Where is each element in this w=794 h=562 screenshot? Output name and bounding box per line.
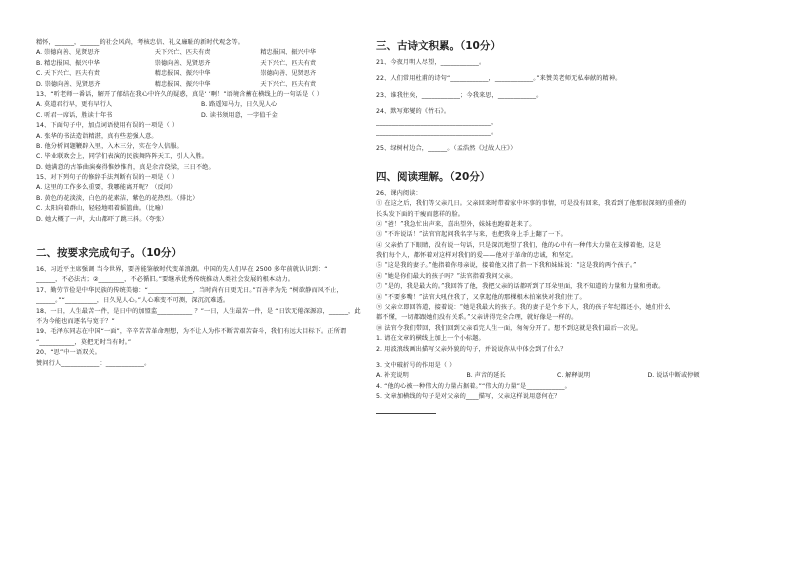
question-18-line-2: 不为今能也而逐名与宽于？” [36,317,115,325]
question-18-line-1: 18、一日，人生最苦一件，是日中的加盟监___________ ？”一日，人生最苦一件，是 “日饮无倦深源凉，______，此 [36,307,361,315]
section-2-title: 二、按要求完成句子。（10分） [36,247,182,260]
q13-option-row [36,100,366,110]
question-15: 15、对下列句子的修辞手法判断有误的一项是（ ） [36,174,179,182]
q12-option-a-2: 天下兴亡、匹夫有责 [154,49,211,57]
passage-line: ② “爸！”我急忙出声来，喜出望外，妹妹也跑着赶来了。 [376,220,536,228]
question-22: 22、人们常用杜甫的诗句“____________，____________。”来赞美老师无私奉献的精神。 [376,75,622,83]
question-24: 24、默写郑燮的《竹石》。 [376,108,451,116]
passage-line: ⑦ “是的，我是最大的。”我回答了他，我把父亲的话都听到了耳朵里面，我不知道的力量和力量和勇敢。 [376,283,665,291]
q12-option-row [36,48,366,58]
q13-option-row [36,111,366,121]
question-17-line-1: 17、勤劳节俭是中华民族的传统美德：“______________，当时尚有日更无日。”百善孝为先 “树欲静而风不止， [36,286,343,294]
q14-option-a: A. 张华的书法造诣精湛，真有些差强人意。 [36,132,158,140]
q24-answer-line-1: ____________________________________， [376,118,498,126]
q12-option-b-2: 崇德向善、见贤思齐 [154,59,211,67]
q12-option-c-2: 精忠报国、振兴中华 [154,70,211,78]
sub-question-1: 1. 请在文章的横线上加上一个小标题。 [376,335,485,343]
question-17-line-2: ______。”“__________，日久见人心。”人心难变不可测，深沉沉难透。 [36,297,230,305]
q12-option-b-1: B. 精忠报国、振兴中华 [36,59,100,67]
q3-option-b: B. 声音的延长 [466,372,506,380]
passage-line: 都不懂，一切都跟她们没有关系。”父亲讲得完全合理，就好像是一样的。 [376,314,578,322]
q12-option-c-3: 崇德向善、见贤思齐 [260,70,317,78]
question-25: 25、绿树村边合，______。（孟浩然《过故人庄》） [376,145,517,153]
q3-option-c: C. 解释说明 [557,372,591,380]
section-3-title: 三、古诗文积累。（10分） [376,40,501,52]
right-column [376,38,738,414]
q12-option-d-1: D. 崇德向善、见贤思齐 [36,80,101,88]
question-14: 14、下面句子中，加点词语使用有误的一项是（ ） [36,122,179,130]
passage-line: ① 在这之后，我们等父亲几日。父亲回来时带着家中坏事的事情，可是没有回来，我看到了他那很深刻的重叠的 [376,200,687,208]
q3-option-a: A. 补充说明 [376,372,409,380]
question-16-line-2: ______，不必法古；②________，不必循旧。”要继承优秀传统推动人类社会发展的根本动力。 [36,276,295,284]
q3-option-d: D. 说话中断或停顿 [647,372,700,380]
passage-line: ⑩ 法官令我们带回，我们回到父亲看完人生一面，匆匆分开了。想不到这就是我们最后一次见。 [376,324,643,332]
q12-option-d-2: 精忠报国、振兴中华 [154,80,211,88]
q12-option-a-1: A. 崇德向善、见贤思齐 [36,49,100,57]
question-19-line-1: 19、毛泽东同志在中国“一面”，辛辛苦苦革命理想，为不让人为作不断苦艰苦奋斗，我们有远大目标下。正所谓 [36,328,347,336]
passage-line: ⑥ “她是你们最大的孩子吗？”法官指着我问父亲。 [376,272,517,280]
q12-option-row [36,80,366,90]
passage-line: 我们每个人，都怀着对这样对我们的爱——他对于革命的忠诚，和坚定。 [376,252,578,260]
q12-option-d-3: 天下兴亡、匹夫有责 [260,80,317,88]
q3-option-row [376,371,738,381]
q12-option-row [36,69,366,79]
section-4-title: 四、阅读理解。（20分） [376,170,491,183]
passage-line: ④ 父亲抬了下眼睛，没有说一句话，只是深沉地望了我们，他的心中有一种伟大力量在支撑着他，这是 [376,241,662,249]
q13-option-c: C. 听君一席话，胜读十年书 [36,111,113,119]
q24-answer-line-2: ____________________________________。 [376,128,498,136]
q15-option-d: D. 她大概了一声，大山都吓了跳三抖。（夸张） [36,215,168,223]
passage-line: 长头发下面的干瘦而慈祥的脸。 [376,210,465,218]
left-column [36,38,366,369]
top-line: 精怀，______，______的社会风尚，考核忠信、礼义廉耻的新时代观念等。 [36,39,245,46]
question-21: 21、今夜月明人尽望，____________。 [376,59,486,66]
q12-option-a-3: 精忠报国、振兴中华 [260,49,317,57]
sub-question-3: 3. 文中破折号的作用是（ ） [376,361,456,369]
question-13: 13、“听老师一番话，解开了郁结在我心中许久的疑惑，真是‘ ’啊！”语境含蓄在横线上的一句话是（ ） [36,90,324,98]
passage-line: ③ “不许说话！”法官官起问我名字与来，也把我身上手上翻了一下。 [376,231,567,239]
q13-option-b: B. 路遥知马力，日久见人心 [201,101,278,109]
question-19-line-2: “___________，莫把无时当有时。” [36,338,132,346]
q12-option-b-3: 天下兴亡、匹夫有责 [260,59,317,67]
q15-option-c: C. 太阳向着群山，轻轻地唱着摇篮曲。（比喻） [36,205,168,213]
question-20: 20、“思”中一语双关。 [36,349,101,357]
q14-option-d: D. 她满意的古筝曲演奏得惟妙惟肖，真是余音绕梁，三日不绝。 [36,163,215,171]
q15-option-a: A. 这里的工作多么重要，我哪能离开呢？（反问） [36,184,177,192]
question-20-sub: 赞问行人____________：____________。 [36,359,151,367]
q13-option-a: A. 莫道君行早，更有早行人 [36,101,113,109]
answer-line [376,405,436,414]
passage-line: ⑧ “不要多嘴！”法官大吼住我了，又拿起他的那棵根木拍案快对我们住了。 [376,293,586,301]
sub-question-4: 4. “他的心被一种伟大的力量占据着。”“伟大的力量”是____________。 [376,382,571,390]
q12-option-c-1: C. 天下兴亡、匹夫有责 [36,70,100,78]
q15-option-b: B. 黄色的花淡淡，白色的花素洁，紫色的花热烈。（排比） [36,194,199,202]
q13-option-d: D. 读书须用意，一字值千金 [201,111,278,119]
q12-option-row [36,59,366,69]
question-26: 26、课内阅读： [376,189,422,197]
question-23: 23、谁我往矣，____________；今我来思，____________。 [376,91,543,99]
q14-option-c: C. 毕业联欢会上，同学们表演的民族舞阵阵天工，引人入胜。 [36,153,209,161]
q14-option-b: B. 他分析问题鞭辟入里，入木三分，实在令人信服。 [36,142,183,150]
passage-line: ⑨ 父亲立即回答道，接着说：“她是我最大的孩子。我的妻子是个乡下人，我的孩子年纪都还小，她们什么 [376,304,671,312]
question-16-line-1: 16、习近平主席强调 当今世界，要善能鉴敏时代变革浪潮。中国的先人们早在 2500 多年前就认识到：“ [36,266,328,274]
passage-line: ⑤ “这是我的妻子。”他指着你母亲说，接着他又指了指一下我和妹妹说：“这是我的两个孩子。” [376,262,637,270]
sub-question-5: 5. 文章加横线的句子是对父亲的____描写，父亲这样说用意何在？ [376,393,561,401]
sub-question-2: 2. 用波浪线画出描写父亲外貌的句子，并说说你从中体会到了什么？ [376,345,567,353]
